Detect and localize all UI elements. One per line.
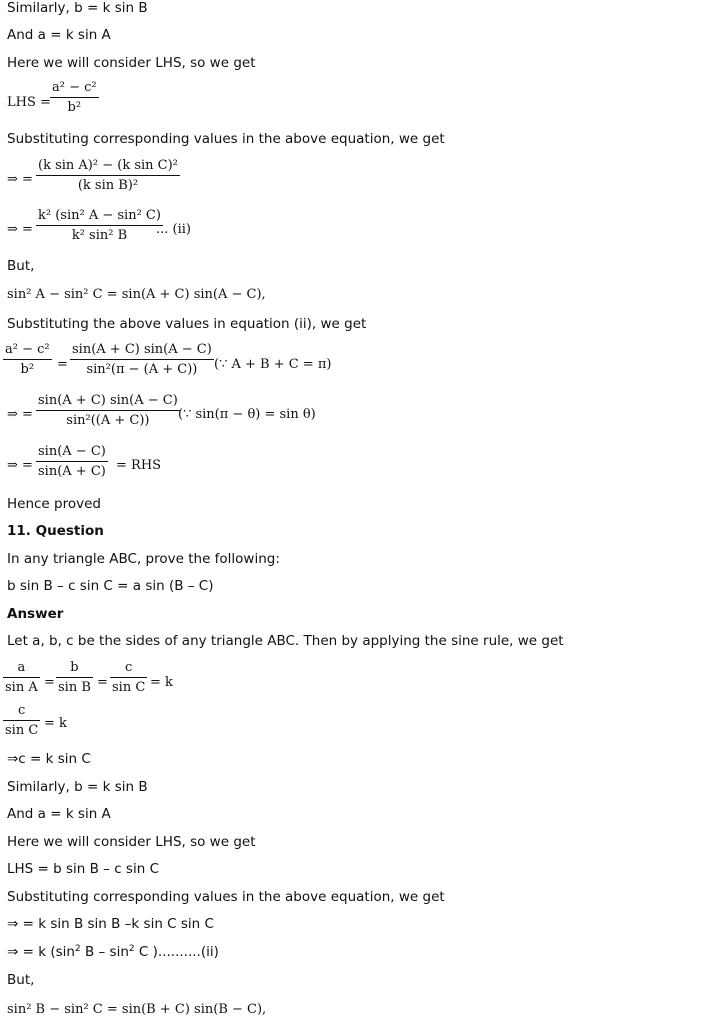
equals-sign: = — [97, 675, 108, 690]
implies-equals: ⇒ = — [7, 458, 33, 473]
denominator: sin C — [3, 720, 40, 738]
implies-equals: ⇒ = — [7, 407, 33, 422]
equals-k: = k — [150, 675, 173, 690]
text-part: ⇒ = k (sin — [7, 944, 75, 960]
question-equation: b sin B – c sin C = a sin (B – C) — [7, 578, 214, 594]
numerator: a² − c² — [52, 80, 97, 95]
text-line: Here we will consider LHS, so we get — [7, 834, 256, 850]
text-line: Here we will consider LHS, so we get — [7, 55, 256, 71]
identity-line: sin² A − sin² C = sin(A + C) sin(A − C), — [7, 287, 266, 302]
because-note: (∵ sin(π − θ) = sin θ) — [178, 407, 316, 422]
step2-fraction — [36, 208, 163, 243]
equals-sign: = — [57, 357, 68, 372]
lhs-fraction — [50, 80, 99, 115]
step4-fraction — [36, 444, 108, 479]
text-line: Similarly, b = k sin B — [7, 779, 148, 795]
sine-rule-b-fraction — [56, 660, 93, 695]
question-title: 11. Question — [7, 523, 104, 539]
text-line: Let a, b, c be the sides of any triangle ABC. Then by applying the sine rule, we get — [7, 633, 564, 649]
text-line: Substituting corresponding values in the above equation, we get — [7, 131, 445, 147]
numerator: c — [125, 660, 133, 675]
numerator: sin(A + C) sin(A − C) — [72, 342, 212, 357]
text-line: But, — [7, 258, 35, 274]
implies-equals: ⇒ = — [7, 222, 33, 237]
question-text: In any triangle ABC, prove the following: — [7, 551, 280, 567]
numerator: c — [18, 703, 26, 718]
sine-rule-a-fraction — [3, 660, 40, 695]
text-part: B – sin — [80, 944, 129, 960]
denominator: sin A — [3, 677, 40, 695]
c-over-sinc-fraction — [3, 703, 40, 738]
sine-rule-c-fraction — [110, 660, 147, 695]
step1-fraction — [36, 158, 180, 193]
because-note: (∵ A + B + C = π) — [214, 357, 332, 372]
denominator: b² — [50, 97, 99, 115]
text-line — [7, 944, 219, 960]
denominator: b² — [3, 359, 52, 377]
numerator: (k sin A)² − (k sin C)² — [38, 158, 178, 173]
numerator: a² − c² — [5, 342, 50, 357]
superscript: 2 — [74, 944, 81, 954]
lhs-fraction — [3, 342, 52, 377]
text-line: ⇒c = k sin C — [7, 751, 91, 767]
denominator: sin B — [56, 677, 93, 695]
numerator: b — [70, 660, 79, 675]
rhs-note: = RHS — [116, 458, 162, 473]
identity-line: sin² B − sin² C = sin(B + C) sin(B − C), — [7, 1002, 267, 1017]
numerator: sin(A + C) sin(A − C) — [38, 393, 178, 408]
answer-heading: Answer — [7, 606, 64, 622]
text-line: And a = k sin A — [7, 27, 111, 43]
text-line: Substituting corresponding values in the above equation, we get — [7, 889, 445, 905]
denominator: sin(A + C) — [36, 461, 108, 479]
denominator: (k sin B)² — [36, 175, 180, 193]
step3-fraction — [36, 393, 180, 428]
rhs-fraction — [70, 342, 214, 377]
denominator: k² sin² B — [36, 225, 163, 243]
implies-equals: ⇒ = — [7, 172, 33, 187]
denominator: sin C — [110, 677, 147, 695]
text-part: C )..........(ii) — [134, 944, 219, 960]
text-line: Substituting the above values in equation (ii), we get — [7, 316, 367, 332]
numerator: a — [17, 660, 26, 675]
text-line: But, — [7, 972, 35, 988]
equals-k: = k — [44, 716, 67, 731]
numerator: k² (sin² A − sin² C) — [38, 208, 161, 223]
equation-tag: ... (ii) — [156, 222, 191, 237]
text-line: Similarly, b = k sin B — [7, 0, 148, 16]
denominator: sin²((A + C)) — [36, 410, 180, 428]
equals-sign: = — [44, 675, 55, 690]
denominator: sin²(π − (A + C)) — [70, 359, 214, 377]
numerator: sin(A − C) — [38, 444, 106, 459]
lhs-label: LHS = — [7, 95, 51, 110]
text-line: ⇒ = k sin B sin B –k sin C sin C — [7, 916, 214, 932]
text-line: LHS = b sin B – c sin C — [7, 861, 159, 877]
superscript: 2 — [128, 944, 135, 954]
text-line: And a = k sin A — [7, 806, 111, 822]
text-line: Hence proved — [7, 496, 101, 512]
